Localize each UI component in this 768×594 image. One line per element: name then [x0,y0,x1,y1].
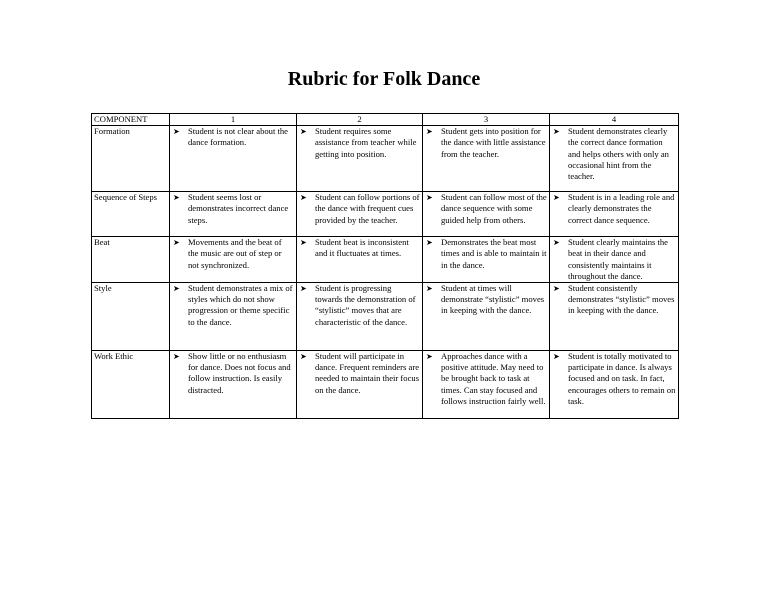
criterion-description: Student is progressing towards the demonstration of “stylistic” moves that are characteristic of the dance. [315,283,416,327]
component-name: Sequence of Steps [92,192,170,237]
criterion-description: Student will participate in dance. Frequent reminders are needed to maintain their focus on the dance. [315,351,420,395]
criterion-description: Demonstrates the beat most times and is able to maintain it in the dance. [441,237,547,270]
header-row [92,114,679,126]
rubric-cell [170,283,297,351]
criterion-description: Student seems lost or demonstrates incorrect dance steps. [188,192,289,225]
criterion-description: Student gets into position for the dance with little assistance from the teacher. [441,126,546,159]
arrow-bullet-icon: ➤ [300,127,307,137]
rubric-cell [423,237,550,283]
rubric-cell [170,237,297,283]
criterion-description: Student is in a leading role and clearly demonstrates the correct dance sequence. [568,192,675,225]
arrow-bullet-icon: ➤ [426,127,433,137]
component-column-header: COMPONENT [92,114,170,126]
rubric-cell [550,126,679,192]
criterion-description: Student clearly maintains the beat in their dance and consistently maintains it throughout the dance. [568,237,668,281]
table-row [92,237,679,283]
table-row [92,126,679,192]
rubric-cell [170,126,297,192]
rubric-cell [550,351,679,419]
criterion-description: Student demonstrates clearly the correct dance formation and helps others with only an occasional hint from the teacher. [568,126,669,182]
arrow-bullet-icon: ➤ [553,352,560,362]
rubric-cell [423,283,550,351]
rubric-cell [297,192,423,237]
component-name: Beat [92,237,170,283]
rubric-cell [550,237,679,283]
criterion-description: Approaches dance with a positive attitude. May need to be brought back to task at times. Can stay focused and follows instruction fairly well. [441,351,546,406]
criterion-description: Student consistently demonstrates “stylistic” moves in keeping with the dance. [568,283,675,316]
rubric-cell [170,192,297,237]
level-header-1: 1 [170,114,297,126]
criterion-description: Show little or no enthusiasm for dance. Does not focus and follow instruction. Is easily distracted. [188,351,291,395]
arrow-bullet-icon: ➤ [553,238,560,248]
rubric-cell [297,126,423,192]
arrow-bullet-icon: ➤ [426,238,433,248]
rubric-table [91,113,679,419]
arrow-bullet-icon: ➤ [173,352,180,362]
rubric-cell [423,192,550,237]
criterion-description: Student requires some assistance from teacher while getting into position. [315,126,417,159]
arrow-bullet-icon: ➤ [300,352,307,362]
arrow-bullet-icon: ➤ [553,127,560,137]
criterion-description: Student can follow most of the dance sequence with some guided help from others. [441,192,547,225]
table-row [92,192,679,237]
arrow-bullet-icon: ➤ [173,238,180,248]
arrow-bullet-icon: ➤ [300,238,307,248]
component-name: Formation [92,126,170,192]
arrow-bullet-icon: ➤ [173,127,180,137]
page-title: Rubric for Folk Dance [287,68,481,90]
rubric-cell [423,351,550,419]
level-header-3: 3 [423,114,550,126]
rubric-cell [423,126,550,192]
rubric-cell [170,351,297,419]
level-header-4: 4 [550,114,679,126]
criterion-description: Student demonstrates a mix of styles which do not show progression or theme specific to the dance. [188,283,293,327]
criterion-description: Student at times will demonstrate “stylistic” moves in keeping with the dance. [441,283,545,316]
component-name: Work Ethic [92,351,170,419]
arrow-bullet-icon: ➤ [553,193,560,203]
arrow-bullet-icon: ➤ [300,193,307,203]
arrow-bullet-icon: ➤ [426,352,433,362]
criterion-description: Student beat is inconsistent and it fluctuates at times. [315,237,409,259]
arrow-bullet-icon: ➤ [426,193,433,203]
table-row [92,283,679,351]
arrow-bullet-icon: ➤ [553,284,560,294]
rubric-cell [297,351,423,419]
arrow-bullet-icon: ➤ [173,193,180,203]
level-header-2: 2 [297,114,423,126]
criterion-description: Movements and the beat of the music are out of step or not synchronized. [188,237,282,270]
criterion-description: Student is totally motivated to participate in dance. Is always focused and on task. In fact, encourages others to remain on task. [568,351,676,406]
criterion-description: Student can follow portions of the dance with frequent cues provided by the teacher. [315,192,420,225]
rubric-cell [297,283,423,351]
arrow-bullet-icon: ➤ [173,284,180,294]
arrow-bullet-icon: ➤ [426,284,433,294]
criterion-description: Student is not clear about the dance formation. [188,126,288,148]
rubric-cell [297,237,423,283]
table-row [92,351,679,419]
component-name: Style [92,283,170,351]
rubric-cell [550,283,679,351]
rubric-cell [550,192,679,237]
arrow-bullet-icon: ➤ [300,284,307,294]
